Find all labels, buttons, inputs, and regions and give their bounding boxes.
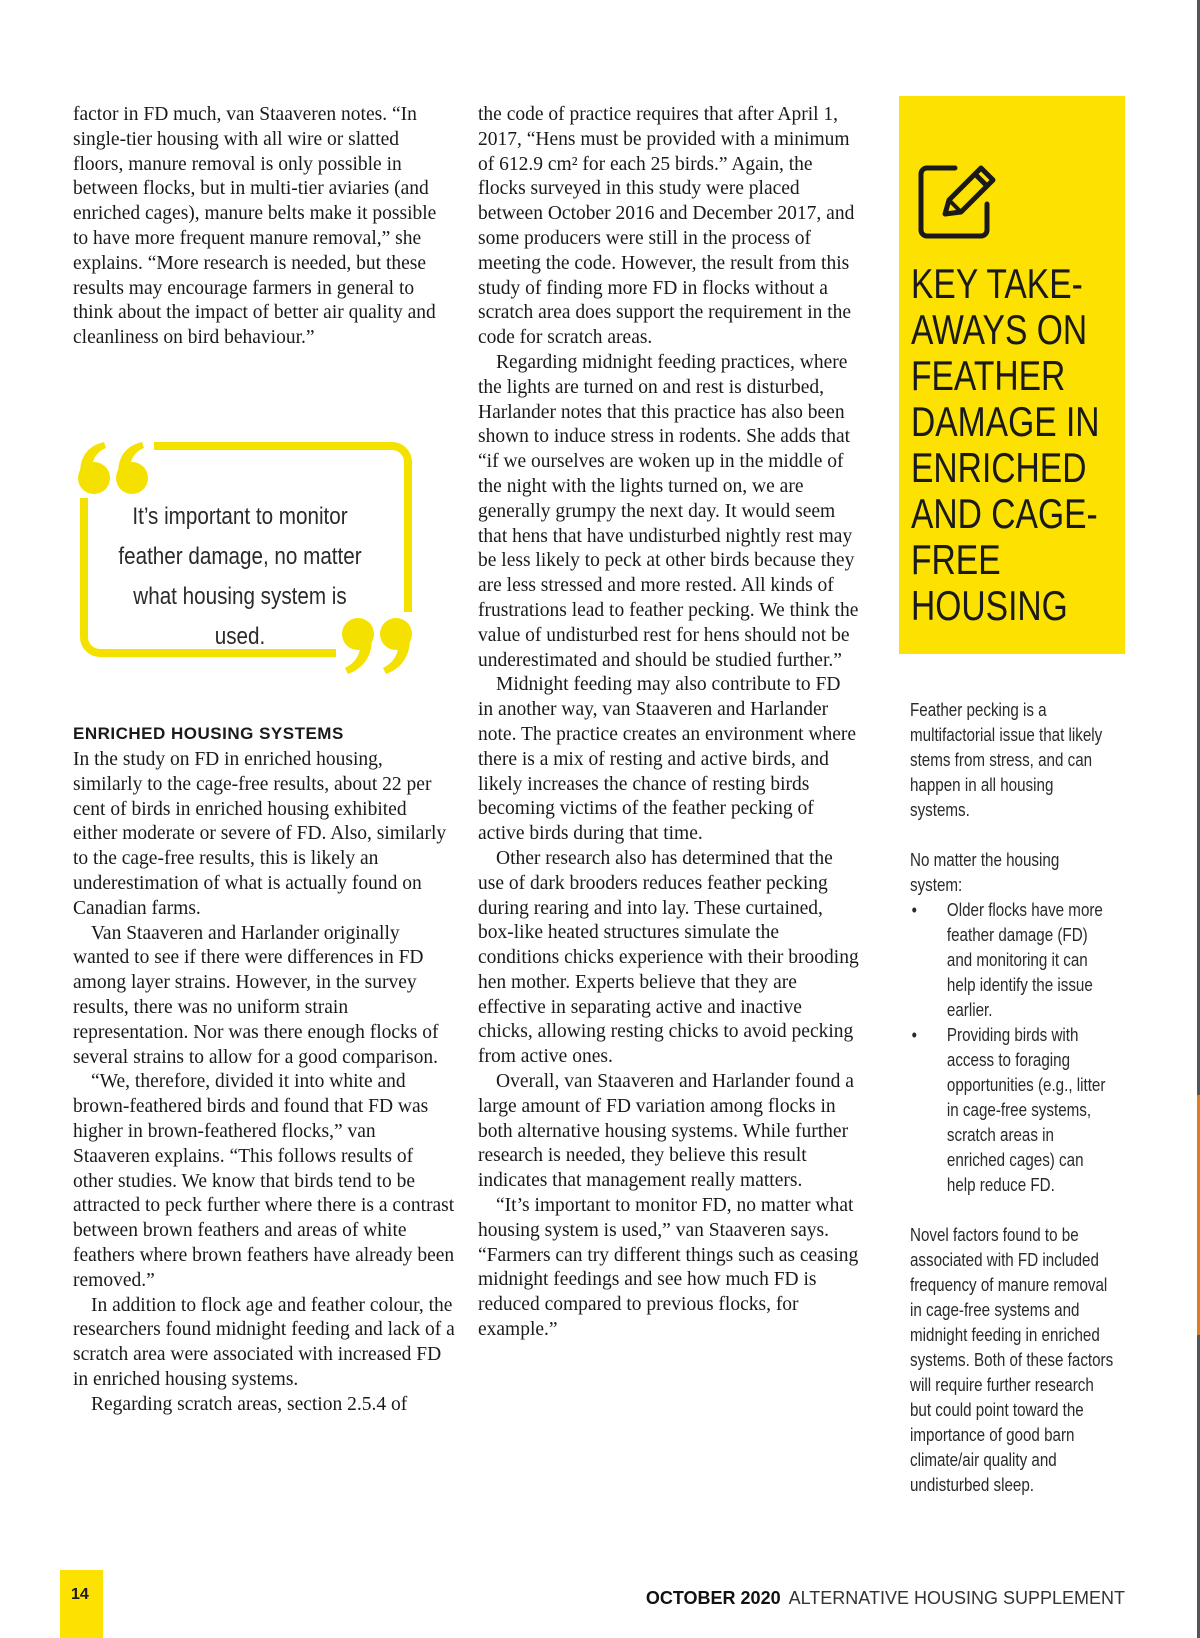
takeaways-list xyxy=(910,897,1115,1197)
list-item: • Providing birds with access to foraging opportunities (e.g., litter in cage-free systems, scratch areas in enriched cages) can help reduce FD. xyxy=(911,1024,1106,1195)
body-paragraph: Van Staaveren and Harlander originally wanted to see if there were differences in FD among layer strains. However, in the survey results, there was no uniform strain representation. Nor was there enough flocks of several strains to allow for a good comparison. xyxy=(73,922,439,1068)
sidebar-paragraph: Novel factors found to be associated with FD included frequency of manure removal in cage-free systems and midnight feeding in enriched systems. Both of these factors will require further research but could point toward the importance of good barn climate/air quality and undisturbed sleep. xyxy=(910,1224,1114,1495)
body-paragraph: Midnight feeding may also contribute to FD in another way, van Staaveren and Harlander note. The practice creates an environment where there is a mix of resting and active birds, and likely increases the chance of resting birds becoming victims of the feather pecking of active birds during that time. xyxy=(478,674,857,845)
pull-quote-text: It’s important to monitor feather damage, no matter what housing system is used. xyxy=(118,503,362,650)
edit-icon xyxy=(915,162,1001,242)
body-paragraph: the code of practice requires that after April 1, 2017, “Hens must be provided with a minimum of 612.9 cm² for each 25 birds.” Again, the flocks surveyed in this study were placed between October 2016 and December 2017, and some producers were still in the process of meeting the code. However, the result from this study of finding more FD in flocks without a scratch area does support the requirement in the code for scratch areas. xyxy=(478,104,855,349)
article-column-1-top xyxy=(73,103,445,351)
body-paragraph: factor in FD much, van Staaveren notes. “In single-tier housing with all wire or slatted floors, manure removal is only possible in between flocks, but in multi-tier aviaries (and enriched cages), manure belts make it possible to have more frequent manure removal,” she explains. “More research is needed, but these results may encourage farmers in general to think about the impact of better air quality and cleanliness on bird behaviour.” xyxy=(73,104,437,349)
open-quote-mark-icon xyxy=(74,440,154,498)
body-paragraph: “It’s important to monitor FD, no matter what housing system is used,” van Staaveren says. “Farmers can try different things such as ceasing midnight feedings and see how much FD is reduced compared to previous flocks, for example.” xyxy=(478,1195,859,1341)
body-paragraph: Other research also has determined that the use of dark brooders reduces feather pecking during rearing and into lay. These curtained, box-like heated structures simulate the conditions chicks experience with their brooding hen mother. Experts believe that they are effective in separating active and inactive chicks, allowing resting chicks to avoid pecking from active ones. xyxy=(478,847,859,1068)
page-number-tab xyxy=(60,1570,103,1638)
bullet: • xyxy=(911,1024,917,1045)
body-paragraph: Overall, van Staaveren and Harlander found a large amount of FD variation among flocks in both alternative housing systems. While further research is needed, they believe this result indicates that management really matters. xyxy=(478,1071,854,1192)
key-takeaways-box xyxy=(899,96,1125,654)
issue-date: OCTOBER 2020 xyxy=(645,1588,781,1608)
body-paragraph: In addition to flock age and feather colour, the researchers found midnight feeding and lack of a scratch area were associated with increased FD in enriched housing systems. xyxy=(73,1294,455,1390)
page-number: 14 xyxy=(71,1586,89,1603)
running-footer xyxy=(646,1588,1125,1609)
bullet: • xyxy=(911,899,917,920)
body-paragraph: Regarding scratch areas, section 2.5.4 of xyxy=(91,1393,408,1415)
publication-name: ALTERNATIVE HOUSING SUPPLEMENT xyxy=(788,1588,1125,1608)
sidebar-paragraph: Feather pecking is a multifactorial issue that likely stems from stress, and can happen in all housing systems. xyxy=(910,699,1103,820)
list-item: • Older flocks have more feather damage (FD) and monitoring it can help identify the issue earlier. xyxy=(911,899,1103,1020)
article-column-1-bottom xyxy=(73,722,455,1418)
article-column-2 xyxy=(478,103,860,1343)
section-heading: ENRICHED HOUSING SYSTEMS xyxy=(73,724,344,743)
body-paragraph: “We, therefore, divided it into white and brown-feathered birds and found that FD was higher in brown-feathered flocks,” van Staaveren explains. “This follows results of other studies. We know that birds tend to be attracted to peck further where there is a contrast between brown feathers and areas of white feathers where brown feathers have already been removed.” xyxy=(73,1071,455,1291)
body-paragraph: Regarding midnight feeding practices, where the lights are turned on and rest is disturbed, Harlander notes that this practice has also been shown to induce stress in rodents. She adds that “if we ourselves are woken up in the middle of the night with the lights turned on, we are generally grumpy the next day. It would seem that hens that have undisturbed nightly rest may be less likely to peck at other birds because they are less stressed and more rested. All kinds of frustrations lead to feather pecking. We think the value of undisturbed rest for hens should not be underestimated and should be studied further.” xyxy=(478,351,859,671)
key-takeaways-text xyxy=(910,697,1115,1522)
body-paragraph: In the study on FD in enriched housing, similarly to the cage-free results, about 22 per cent of birds in enriched housing exhibited either moderate or severe of FD. Also, similarly to the cage-free results, this is likely an underestimation of what is actually found on Canadian farms. xyxy=(73,749,447,919)
key-takeaways-title: KEY TAKE- AWAYS ON FEATHER DAMAGE IN ENRICHED AND CAGE- FREE HOUSING xyxy=(911,260,1100,629)
sidebar-paragraph: No matter the housing system: xyxy=(910,849,1060,895)
